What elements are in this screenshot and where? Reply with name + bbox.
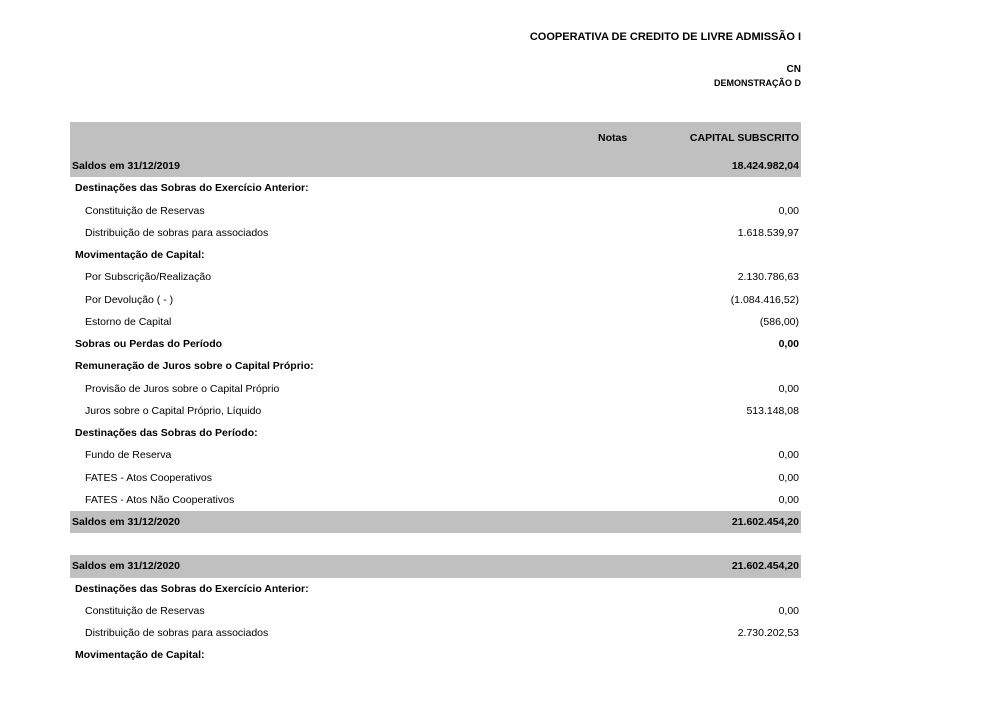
row-label: Fundo de Reserva bbox=[85, 449, 172, 462]
table-row-item bbox=[70, 378, 801, 400]
row-label: Constituição de Reservas bbox=[85, 204, 205, 217]
row-value-capital-subscrito: 21.602.454,20 bbox=[731, 560, 799, 573]
table-row-saldo bbox=[70, 155, 801, 177]
table-row-item bbox=[70, 266, 801, 288]
table-header-row bbox=[70, 122, 801, 155]
row-label: Distribuição de sobras para associados bbox=[85, 226, 269, 239]
table-row-section bbox=[70, 355, 801, 377]
row-value-capital-subscrito: 0,00 bbox=[778, 471, 799, 484]
table-row-item bbox=[70, 400, 801, 422]
row-value-capital-subscrito: 513.148,08 bbox=[746, 404, 799, 417]
row-value-capital-subscrito: 2.730.202,53 bbox=[737, 627, 799, 639]
row-label: FATES - Atos Cooperativos bbox=[85, 471, 213, 484]
row-label: Destinações das Sobras do Exercício Anterior: bbox=[75, 182, 309, 195]
row-value-capital-subscrito: (1.084.416,52) bbox=[730, 293, 799, 306]
table-row-section bbox=[70, 244, 801, 266]
table-row-saldo bbox=[70, 511, 801, 533]
table-row-item bbox=[70, 600, 801, 622]
row-label: Saldos em 31/12/2020 bbox=[72, 516, 180, 528]
row-value-capital-subscrito: 2.130.786,63 bbox=[737, 271, 799, 284]
table-row-item bbox=[70, 222, 801, 244]
row-label: Remuneração de Juros sobre o Capital Próprio: bbox=[75, 360, 314, 373]
table-row-item bbox=[70, 489, 801, 511]
table-row-item bbox=[70, 467, 801, 489]
row-value-capital-subscrito: 0,00 bbox=[778, 604, 799, 617]
row-label: Por Subscrição/Realização bbox=[85, 271, 212, 284]
row-label: Sobras ou Perdas do Período bbox=[75, 338, 223, 350]
report-subtitle: DEMONSTRAÇÃO D bbox=[714, 78, 801, 88]
table-row-saldo bbox=[70, 555, 801, 577]
row-value-capital-subscrito: 21.602.454,20 bbox=[731, 516, 799, 528]
row-value-capital-subscrito: 18.424.982,04 bbox=[731, 160, 799, 172]
row-value-capital-subscrito: 0,00 bbox=[778, 449, 799, 462]
table-row-item bbox=[70, 622, 801, 644]
equity-statement-table bbox=[70, 122, 801, 667]
row-label: Provisão de Juros sobre o Capital Próprio bbox=[85, 382, 280, 395]
table-row-item bbox=[70, 289, 801, 311]
row-label: Saldos em 31/12/2020 bbox=[72, 560, 180, 573]
row-label: Constituição de Reservas bbox=[85, 604, 205, 617]
row-label: Movimentação de Capital: bbox=[75, 249, 205, 261]
report-cnpj-label: CN bbox=[786, 64, 801, 75]
row-value-capital-subscrito: 1.618.539,97 bbox=[737, 226, 799, 239]
table-row-section bbox=[70, 422, 801, 444]
row-value-capital-subscrito: 0,00 bbox=[778, 493, 799, 506]
table-row-bold bbox=[70, 333, 801, 355]
row-label: Saldos em 31/12/2019 bbox=[72, 160, 180, 172]
row-label: Juros sobre o Capital Próprio, Líquido bbox=[85, 404, 262, 417]
table-row-item bbox=[70, 444, 801, 466]
table-row-section bbox=[70, 644, 801, 666]
table-spacer-row bbox=[70, 533, 801, 555]
row-label: Distribuição de sobras para associados bbox=[85, 627, 269, 639]
row-label: FATES - Atos Não Cooperativos bbox=[85, 493, 235, 506]
row-label: Destinações das Sobras do Período: bbox=[75, 427, 258, 439]
table-row-section bbox=[70, 578, 801, 600]
row-value-capital-subscrito: 0,00 bbox=[778, 338, 799, 350]
table-row-item bbox=[70, 311, 801, 333]
row-label: Destinações das Sobras do Exercício Anterior: bbox=[75, 582, 309, 595]
table-row-item bbox=[70, 200, 801, 222]
row-value-capital-subscrito: (586,00) bbox=[759, 315, 799, 328]
row-label: Movimentação de Capital: bbox=[75, 649, 205, 662]
table-row-section bbox=[70, 177, 801, 199]
column-header-notas: Notas bbox=[598, 132, 628, 144]
report-title: COOPERATIVA DE CREDITO DE LIVRE ADMISSÃO I bbox=[529, 31, 801, 43]
row-label: Por Devolução ( - ) bbox=[85, 293, 174, 306]
row-label: Estorno de Capital bbox=[85, 315, 172, 328]
row-value-capital-subscrito: 0,00 bbox=[778, 382, 799, 395]
table-body bbox=[70, 155, 801, 667]
column-header-capital-subscrito: CAPITAL SUBSCRITO bbox=[689, 132, 799, 144]
row-value-capital-subscrito: 0,00 bbox=[778, 204, 799, 217]
